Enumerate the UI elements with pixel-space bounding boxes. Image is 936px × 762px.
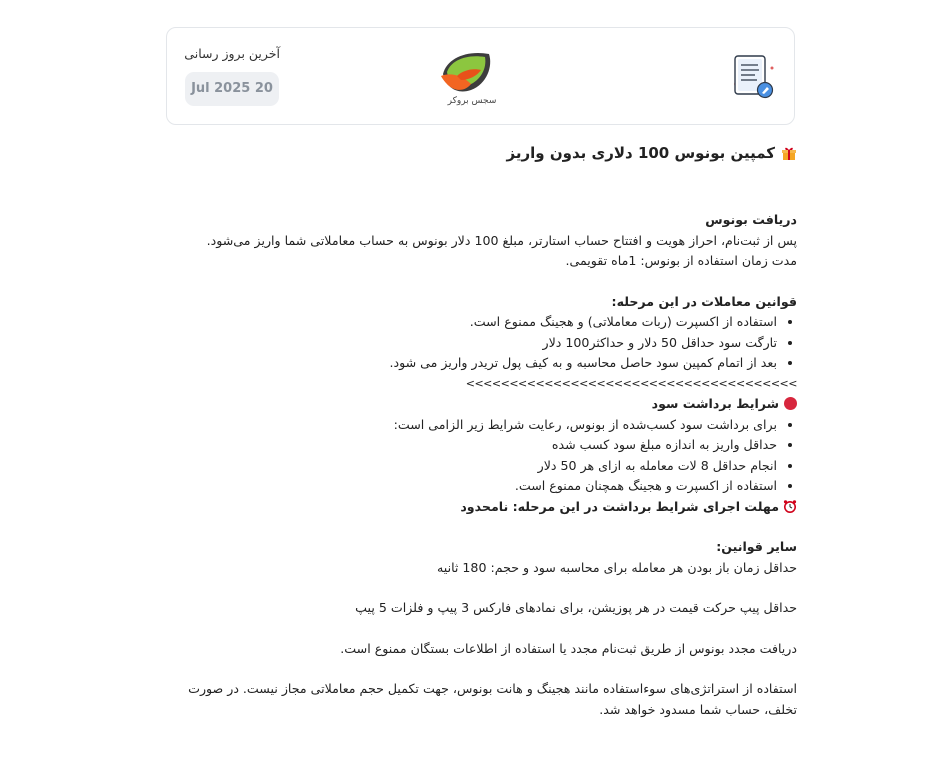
other-rules-heading: سایر قوانین: [716,539,797,554]
deadline-line [160,497,797,518]
list-item: • انجام حداقل 8 لات معامله به ازای هر 50 دلار [160,456,777,477]
other-rule-paragraph: حداقل زمان باز بودن هر معامله برای محاسبه سود و حجم: 180 ثانیه [437,559,797,575]
withdraw-heading [160,394,797,415]
rules-heading: قوانین معاملات در این مرحله: [611,293,797,309]
list-item: • استفاده از اکسپرت و هجینگ همچنان ممنوع است. [160,476,777,497]
bonus-line-2: مدت زمان استفاده از بونوس: 1ماه تقویمی. [565,253,797,268]
gift-icon [781,145,797,161]
list-item: • تارگت سود حداقل 50 دلار و حداکثر100 دلار [160,333,777,354]
list-item: • استفاده از اکسپرت (ربات معاملاتی) و هجینگ ممنوع است. [160,312,777,333]
article-title-text: کمپین بونوس 100 دلاری بدون واریز [506,144,775,162]
list-item: • بعد از اتمام کمپین سود حاصل محاسبه و به کیف پول تریدر واریز می شود. [160,353,777,374]
last-update-label: آخرین بروز رسانی [184,46,280,61]
arrow-separator: <<<<<<<<<<<<<<<<<<<<<<<<<<<<<<<<<<<<<< [465,376,797,390]
rules-list [160,312,797,374]
withdraw-list [160,415,797,497]
alarm-clock-icon [783,499,797,513]
bonus-line-1: پس از ثبت‌نام، احراز هویت و افتتاح حساب استارتر، مبلغ 100 دلار بونوس به حساب معاملاتی شما واریز می‌شود. [206,232,797,248]
update-date-badge: Jul 2025 20 [185,72,279,106]
list-item: • حداقل واریز به اندازه مبلغ سود کسب شده [160,435,777,456]
other-rule-paragraph: استفاده از استراتژی‌های سوءاستفاده مانند هجینگ و هانت بونوس، جهت تکمیل حجم معاملاتی مجاز نیست. در صورت تخلف، حساب شما مسدود خواهد شد. [188,681,797,717]
document-icon [726,50,778,104]
list-item: • برای برداشت سود کسب‌شده از بونوس، رعایت شرایط زیر الزامی است: [160,415,777,436]
broker-logo-text: سجس بروکر [447,96,497,106]
other-rule-paragraph: حداقل پیپ حرکت قیمت در هر پوزیشن، برای نمادهای فارکس 3 پیپ و فلزات 5 پیپ [355,600,797,615]
other-rule-paragraph: دریافت مجدد بونوس از طریق ثبت‌نام مجدد یا استفاده از اطلاعات بستگان ممنوع است. [340,640,797,656]
bonus-heading: دریافت بونوس [705,212,797,227]
article-title [160,140,797,166]
withdraw-heading-text: شرایط برداشت سود [651,396,779,411]
red-circle-icon [784,397,797,410]
deadline-text: مهلت اجرای شرایط برداشت در این مرحله: نامحدود [460,498,779,514]
article-content [160,140,797,720]
